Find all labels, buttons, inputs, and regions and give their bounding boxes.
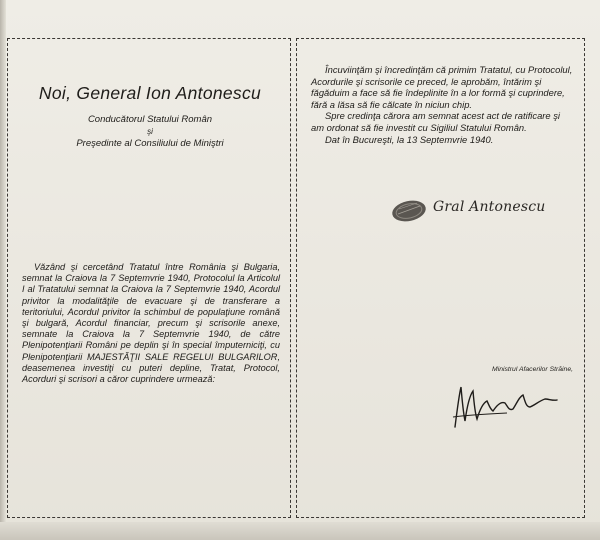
subtitle-conjunction: şi [147,127,153,136]
ratification-text [311,64,573,145]
ratification-paragraph: Încuviinţăm şi încredinţăm că primim Tratatul, cu Protocolul, Acordurile şi scrisorile ce preced, le aprobăm, întărim şi făgăduim a face să fie îndeplinite în a lor formă şi cuprindere, fără a lăsa să fie călcate în niciun chip. [311,64,573,110]
seal-paragraph: Spre credinţa cărora am semnat acest act de ratificare şi am ordonat să fie investit cu Sigiliul Statului Român. [311,110,560,133]
right-panel [296,38,585,518]
scan-edge-shadow [0,0,6,540]
minister-label: Ministrul Afacerilor Străine, [492,366,573,373]
wax-seal-icon [389,195,429,225]
minister-signature-icon [447,381,567,431]
subtitle-presedinte: Preşedinte al Consiliului de Miniştri [76,138,224,149]
date-line: Dat în Bucureşti, la 13 Septemvrie 1940. [325,133,494,145]
subtitle-conducator: Conducătorul Statului Român [87,114,213,125]
antonescu-signature [389,195,589,231]
signature-text: Gral Antonescu [433,199,546,215]
document-title: Noi, General Ion Antonescu [38,83,262,103]
preamble-paragraph: Văzând şi cercetând Tratatul între România şi Bulgaria, semnat la Craiova la 7 Septemvrie 1940, Protocolul la Articolul I al Tratatului semnat la Craiova la 7 Septemvrie 1940, Acordul privitor la modalităţile de evacuare şi de transferare a teritoriului, Acordul privitor la schimbul de populaţiune română şi bulgară, Acordul financiar, precum şi scrisorile anexe, semnate la Craiova la 7 Septemvrie 1940, de către Plenipotenţiarii Români pe deplin şi în special împuterniciţi, cu Plenipotenţiarii MAJESTĂŢII SALE REGELUI BULGARILOR, deasemenea investiţi cu puteri depline, Tratat, Protocol, Acorduri şi scrisori a căror cuprindere urmează: [22,262,280,385]
scan-bottom-edge [0,522,600,540]
left-panel [7,38,291,518]
